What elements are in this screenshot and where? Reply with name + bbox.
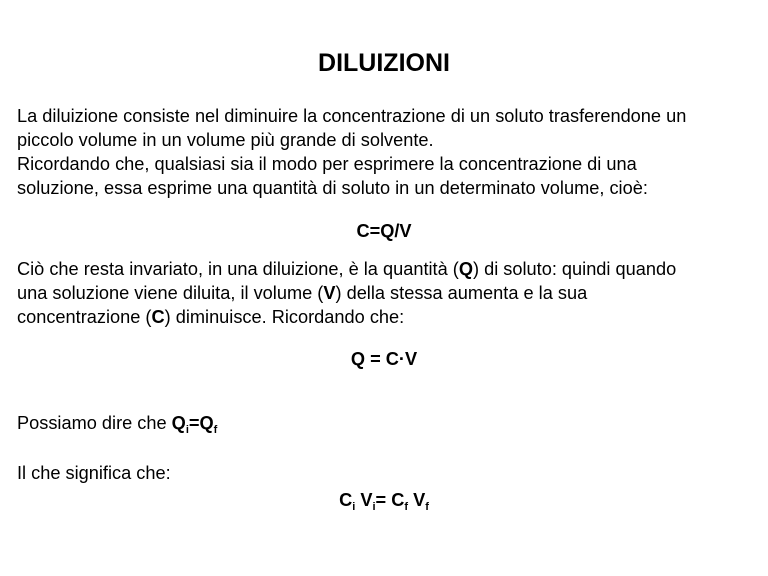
intro-paragraph	[17, 104, 757, 200]
volume-symbol: V	[323, 283, 336, 303]
qi-equals-qf: $Q_i=Q_f$	[171, 413, 218, 436]
formula-concentration: C=Q/V	[356, 221, 412, 241]
intro-line-3: Ricordando che, qualsiasi sia il modo per esprimere la concentrazione di una	[17, 154, 637, 174]
intro-line-2: piccolo volume in un volume più grande di solvente.	[17, 130, 434, 150]
formula-quantity: Q = C·V	[350, 349, 418, 369]
invariant-paragraph	[17, 257, 757, 329]
formula-dilution: $C_i$ $V_i= C_f$ $V_f$	[339, 490, 429, 513]
conclusion-text: Possiamo dire che	[17, 413, 172, 433]
conclusion-line	[17, 411, 217, 435]
invariant-text-3: una soluzione viene diluita, il volume (	[17, 283, 324, 303]
invariant-text-2: ) di soluto: quindi quando	[472, 259, 677, 279]
slide-title: DILUIZIONI	[318, 49, 450, 77]
concentration-symbol: C	[151, 307, 165, 327]
invariant-text-5: concentrazione (	[17, 307, 152, 327]
intro-line-4: soluzione, essa esprime una quantità di soluto in un determinato volume, cioè:	[17, 178, 648, 198]
invariant-text-6: ) diminuisce. Ricordando che:	[164, 307, 405, 327]
invariant-text-1: Ciò che resta invariato, in una diluizione, è la quantità (	[17, 259, 459, 279]
intro-line-1: La diluizione consiste nel diminuire la concentrazione di un soluto trasferendone un	[17, 106, 687, 126]
quantity-symbol: Q	[458, 259, 473, 279]
invariant-text-4: ) della stessa aumenta e la sua	[335, 283, 588, 303]
meaning-line: Il che significa che:	[17, 463, 171, 483]
